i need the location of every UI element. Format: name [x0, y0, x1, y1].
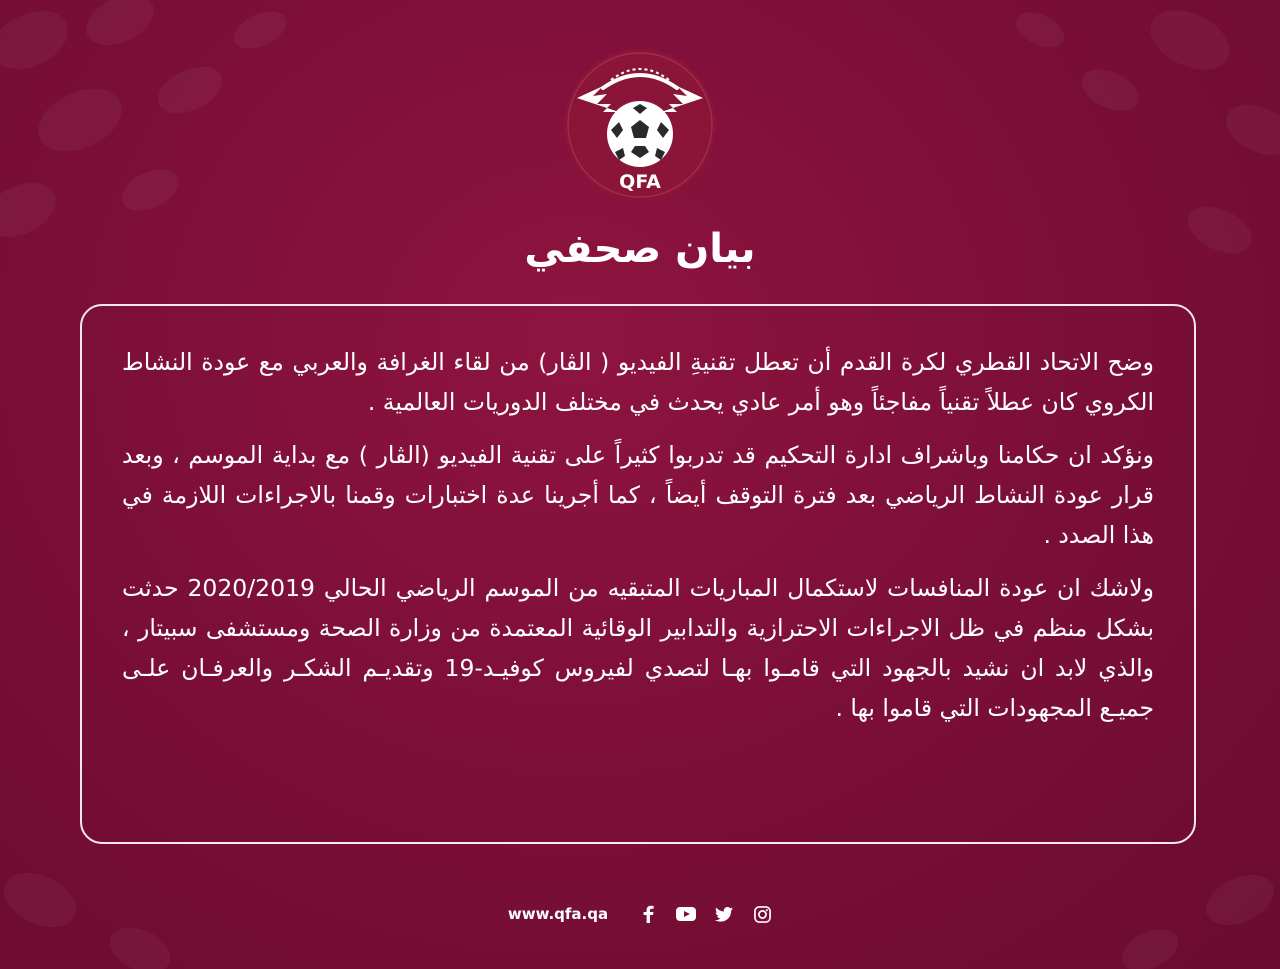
statement-paragraph-2: ونؤكد ان حكامنا وباشراف ادارة التحكيم قد تدربوا كثيراً على تقنية الفيديو (الڤار ) مع بداية الموسم ، وبعد قرار عودة النشاط الرياضي بعد فترة التوقف أيضاً ، كما أجرينا عدة اختبارات وقمنا بالاجراءات اللازمة في هذا الصدد .: [122, 441, 1154, 549]
qfa-logo: [563, 48, 717, 202]
statement-paragraph-3: ولاشك ان عودة المنافسات لاستكمال المباريات المتبقيه من الموسم الرياضي الحالي 2020/2019 حدثت بشكل منظم في ظل الاجراءات الاحترازية والتدابير الوقائية المعتمدة من وزارة الصحة ومستشفى سبيتار ، والذي لابد ان نشيد بالجهود التي قامـوا بهـا لتصدي لفيروس كوفيـد-19 وتقديـم الشكـر والعرفـان علـى جميـع المجهودات التي قاموا بها .: [122, 574, 1154, 722]
statement-text: [122, 342, 1154, 741]
youtube-icon[interactable]: [676, 904, 696, 924]
footer: [0, 900, 1280, 928]
qfa-logo-text: QFA: [619, 171, 661, 193]
facebook-icon[interactable]: [638, 904, 658, 924]
instagram-icon[interactable]: [752, 904, 772, 924]
statement-paragraph-1: وضح الاتحاد القطري لكرة القدم أن تعطل تقنيةِ الفيديو ( الڤار) من لقاء الغرافة والعربي مع عودة النشاط الكروي كان عطلاً تقنياً مفاجئاً وهو أمر عادي يحدث في مختلف الدوريات العالمية .: [122, 348, 1154, 416]
page-title: بيان صحفي: [524, 226, 756, 272]
website-link[interactable]: www.qfa.qa: [507, 905, 609, 923]
twitter-icon[interactable]: [714, 904, 734, 924]
